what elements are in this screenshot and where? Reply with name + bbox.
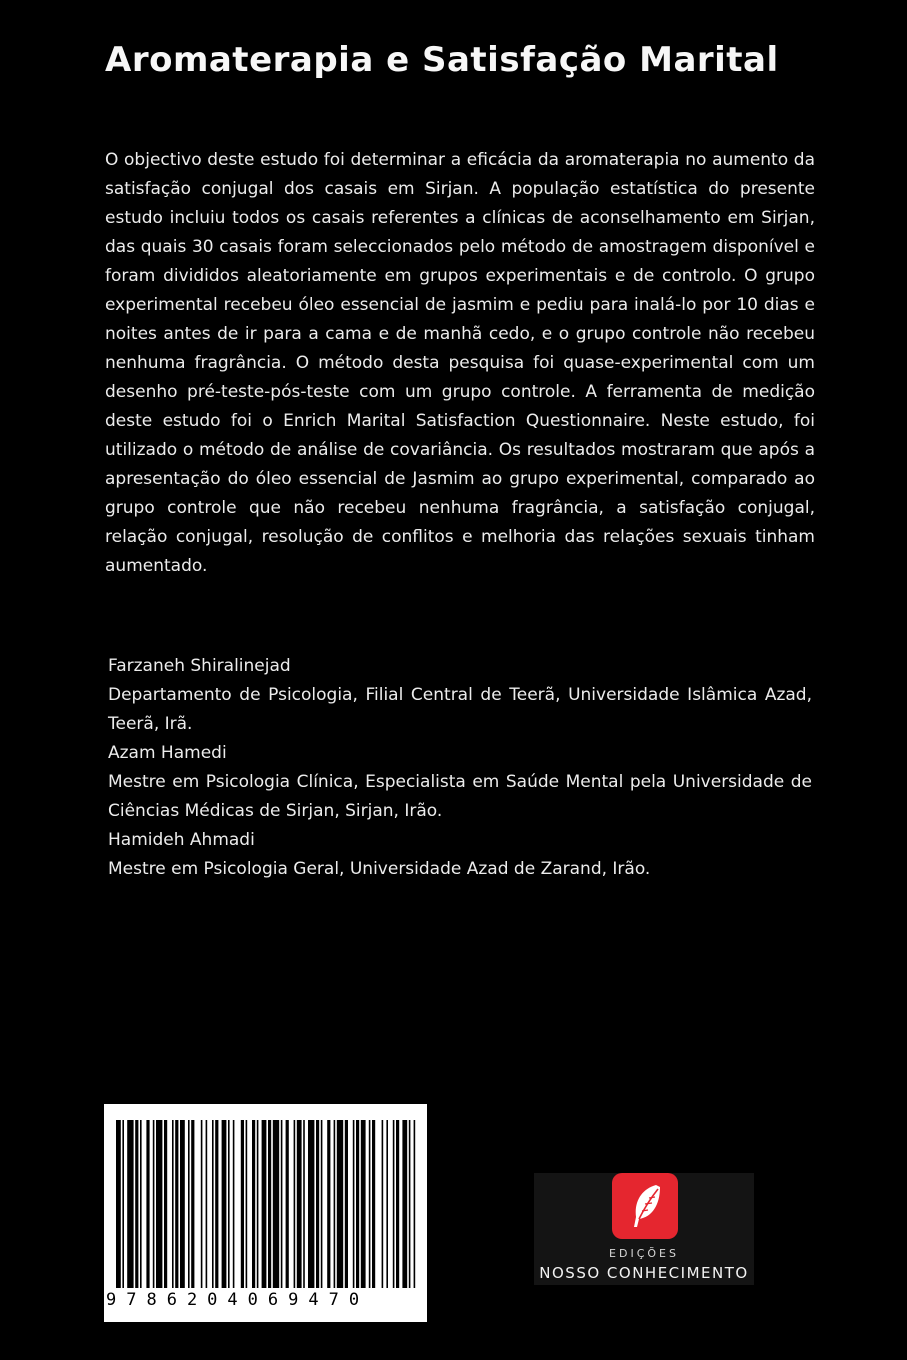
- author-affiliation-3: Mestre em Psicologia Geral, Universidade Azad de Zarand, Irão.: [108, 859, 651, 879]
- abstract-text: O objectivo deste estudo foi determinar a eficácia da aromaterapia no aumento da satisfação conjugal dos casais em Sirjan. A população estatística do presente estudo incluiu todos os casais referentes a clínicas de aconselhamento em Sirjan, das quais 30 casais foram seleccionados pelo método de amostragem disponível e foram divididos aleatoriamente em grupos experimentais e de controlo. O grupo experimental recebeu óleo essencial de jasmim e pediu para inalá-lo por 10 dias e noites antes de ir para a cama e de manhã cedo, e o grupo controle não recebeu nenhuma fragrância. O método desta pesquisa foi quase-experimental com um desenho pré-teste-pós-teste com um grupo controle. A ferramenta de medição deste estudo foi o Enrich Marital Satisfaction Questionnaire. Neste estudo, foi utilizado o método de análise de covariância. Os resultados mostraram que após a apresentação do óleo essencial de Jasmim ao grupo experimental, comparado ao grupo controle que não recebeu nenhuma fragrância, a satisfação conjugal, relação conjugal, resolução de conflitos e melhoria das relações sexuais tinham aumentado.: [105, 150, 815, 576]
- publisher-line1: EDIÇÕES: [609, 1247, 679, 1260]
- publisher-name: NOSSO CONHECIMENTO: [539, 1264, 749, 1282]
- author-name-1: Farzaneh Shiralinejad: [108, 656, 291, 676]
- publisher-logo: [534, 1173, 754, 1285]
- author-affiliation-2: Mestre em Psicologia Clínica, Especialista em Saúde Mental pela Universidade de Ciências Médicas de Sirjan, Sirjan, Irão.: [108, 772, 812, 821]
- isbn-barcode: [104, 1104, 427, 1322]
- barcode-digits: 9786204069470: [106, 1290, 370, 1310]
- author-name-2: Azam Hamedi: [108, 743, 227, 763]
- book-title: Aromaterapia e Satisfação Marital: [105, 40, 779, 80]
- authors-list: [108, 652, 812, 884]
- author-name-3: Hamideh Ahmadi: [108, 830, 255, 850]
- feather-icon: [612, 1173, 678, 1239]
- author-affiliation-1: Departamento de Psicologia, Filial Central de Teerã, Universidade Islâmica Azad, Teerã, Irã.: [108, 685, 812, 734]
